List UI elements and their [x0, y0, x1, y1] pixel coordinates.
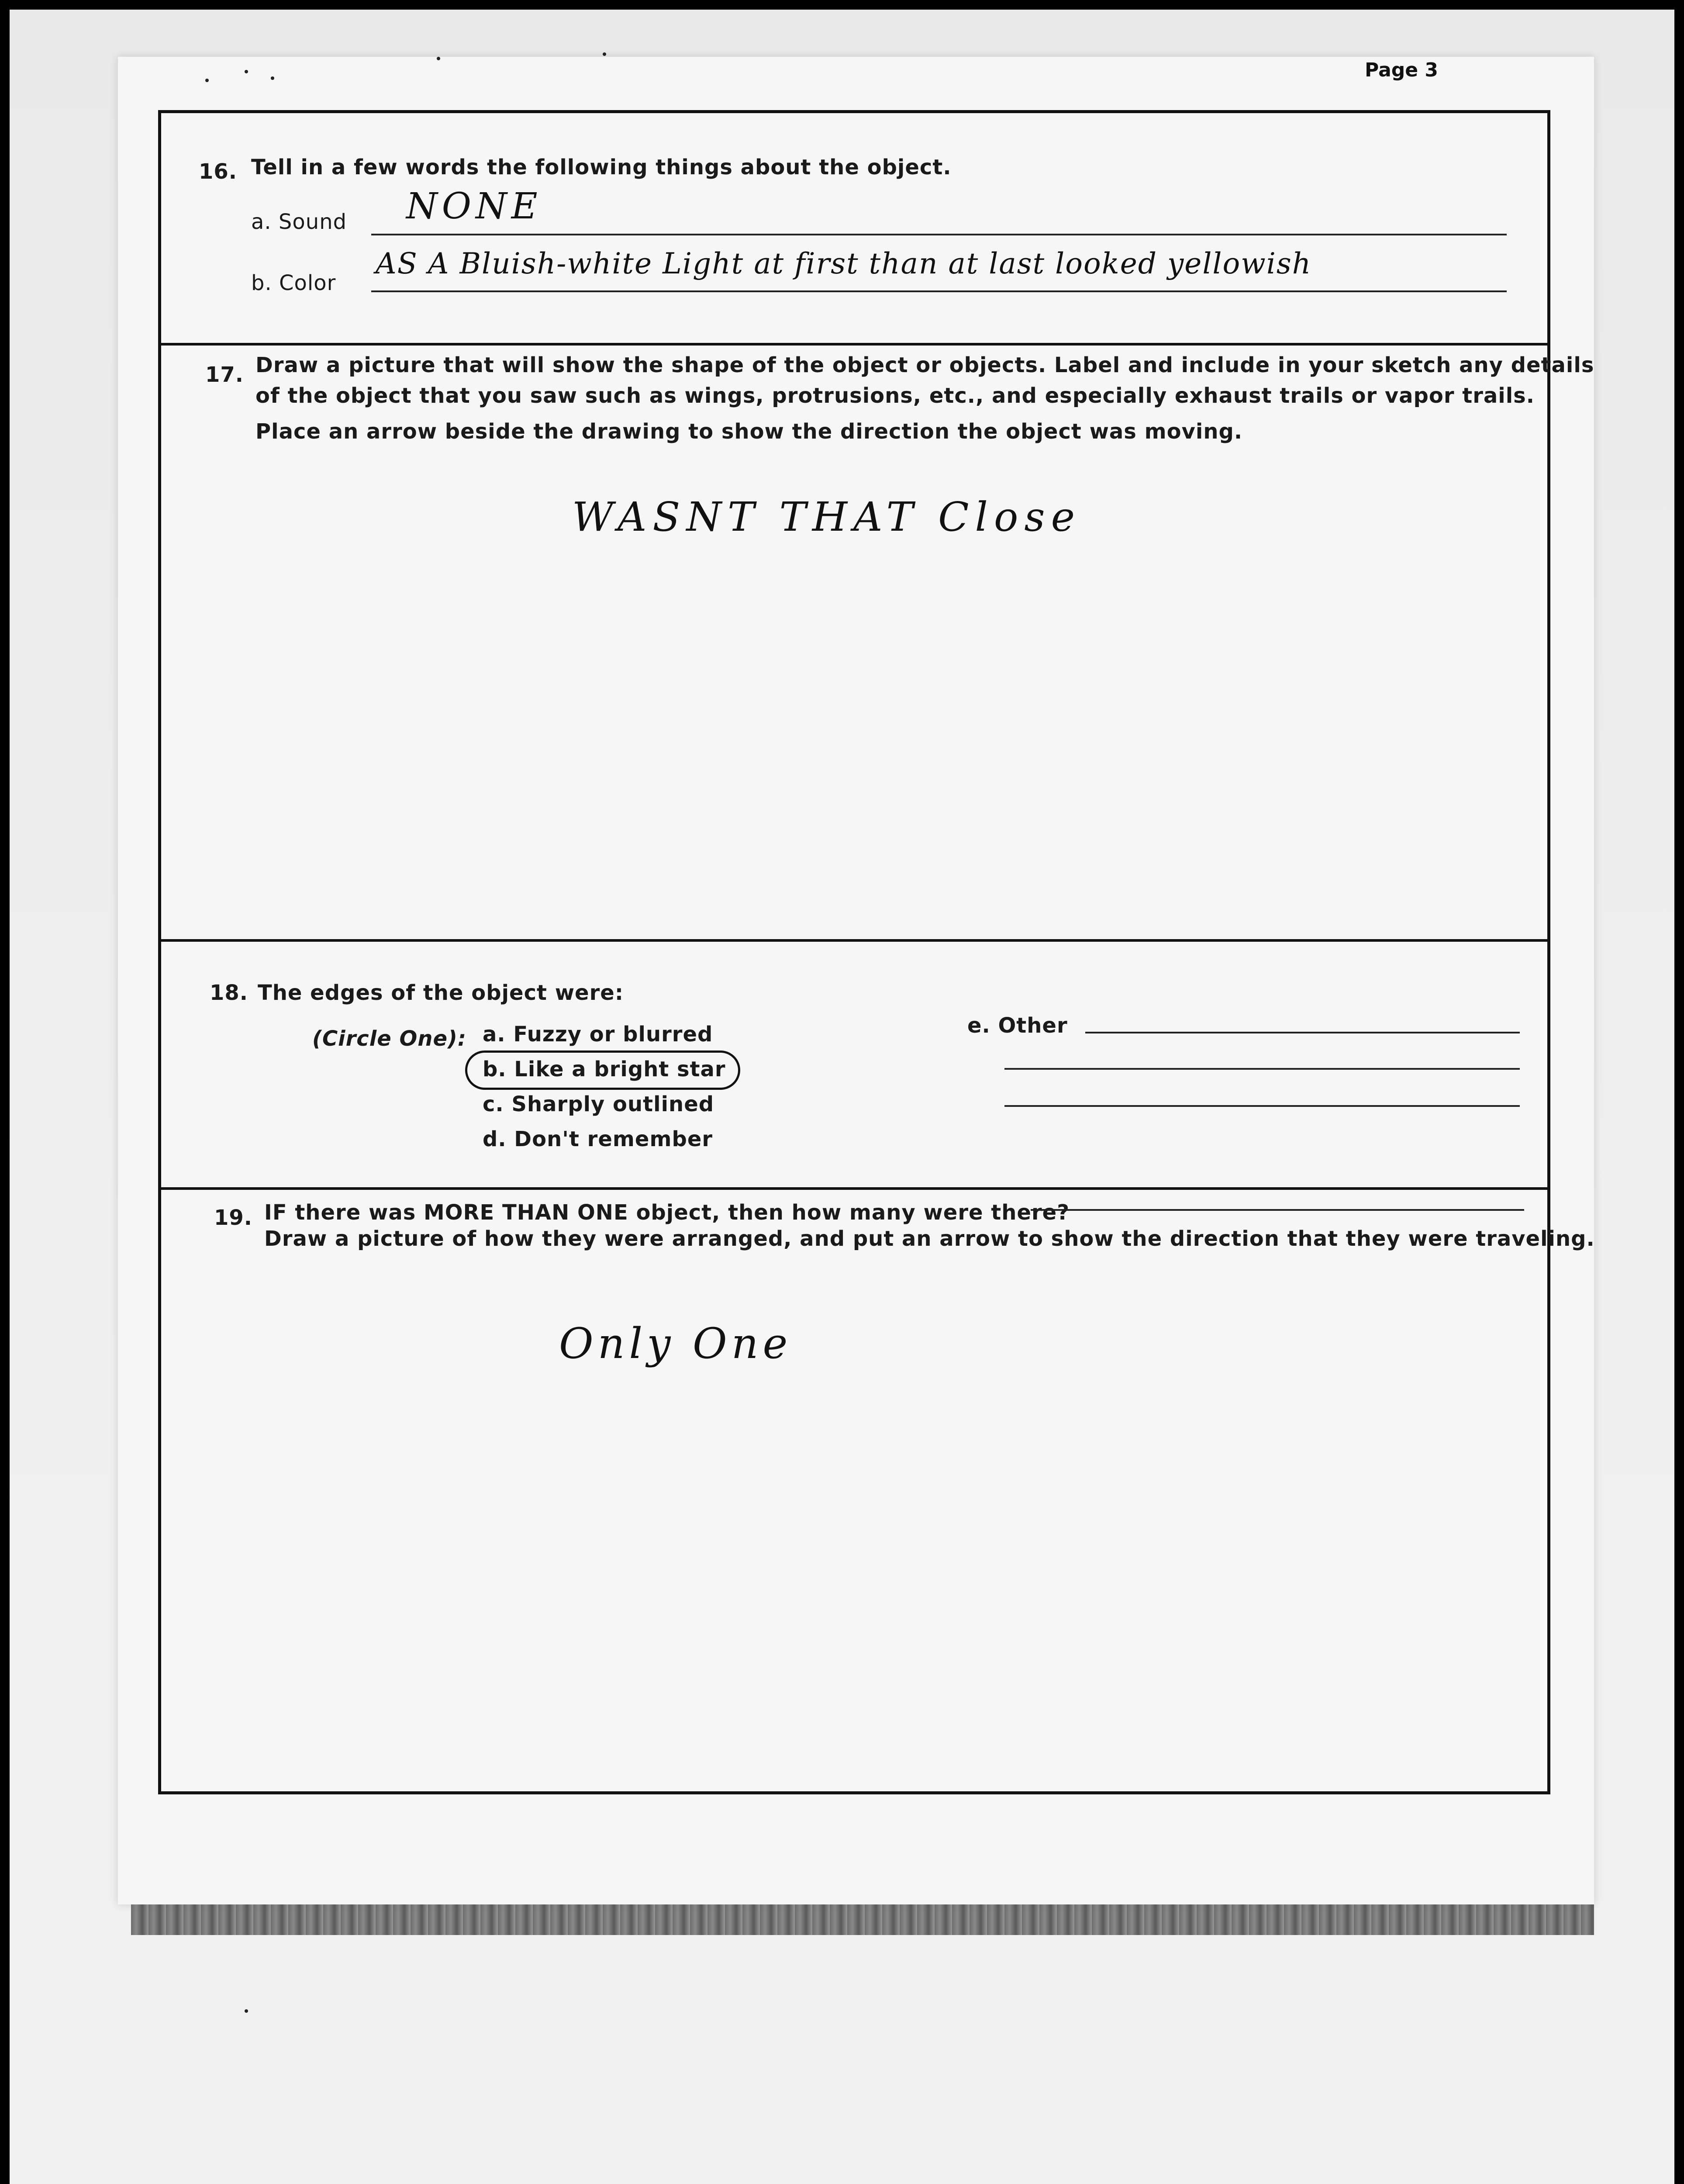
q18-prompt: The edges of the object were:: [258, 981, 624, 1005]
q18-option-d: d. Don't remember: [483, 1127, 713, 1151]
q18-other-line-1: [1085, 1032, 1520, 1033]
q16-color-line: [371, 290, 1507, 292]
q19-count-line: [1031, 1209, 1524, 1211]
speck: [245, 2009, 248, 2013]
q18-option-a: a. Fuzzy or blurred: [483, 1022, 713, 1047]
q18-selected-circle: [465, 1051, 740, 1090]
sheet-shadow-edge: [131, 1904, 1594, 1935]
q18-instruction: (Circle One):: [312, 1026, 467, 1051]
speck: [437, 57, 440, 60]
q16-sound-line: [371, 234, 1507, 235]
section-divider: [158, 1187, 1550, 1190]
q18-option-c: c. Sharply outlined: [483, 1092, 714, 1116]
q16-sound-answer: NONE: [406, 186, 542, 227]
speck: [245, 70, 248, 73]
q19-number: 19.: [214, 1206, 253, 1230]
q17-line-1: Draw a picture that will show the shape of the object or objects. Label and include in your sketch any details: [255, 353, 1594, 377]
q16-prompt: Tell in a few words the following things about the object.: [251, 155, 952, 180]
section-divider: [158, 939, 1550, 942]
q19-line-2: Draw a picture of how they were arranged, and put an arrow to show the direction that they were traveling.: [264, 1227, 1595, 1251]
q18-other-label: e. Other: [967, 1013, 1068, 1038]
speck: [271, 76, 274, 80]
q19-line-1: IF there was MORE THAN ONE object, then how many were there?: [264, 1200, 1070, 1225]
q16-color-answer: AS A Bluish-white Light at first than at last looked yellowish: [376, 247, 1312, 280]
page-number: Page 3: [1365, 59, 1439, 81]
q18-number: 18.: [210, 981, 248, 1005]
q18-option-b: b. Like a bright star: [483, 1057, 726, 1082]
section-divider: [158, 343, 1550, 346]
q18-other-line-3: [1004, 1105, 1520, 1107]
speck: [603, 52, 606, 56]
q17-answer: WASNT THAT Close: [572, 494, 1081, 540]
q17-number: 17.: [205, 363, 244, 387]
q17-line-3: Place an arrow beside the drawing to show the direction the object was moving.: [255, 419, 1243, 444]
q16-sound-label: a. Sound: [251, 210, 347, 234]
q18-other-line-2: [1004, 1068, 1520, 1070]
q17-line-2: of the object that you saw such as wings, protrusions, etc., and especially exhaust trails or vapor trails.: [255, 384, 1535, 408]
q16-number: 16.: [199, 159, 238, 184]
q16-color-label: b. Color: [251, 271, 336, 295]
speck: [205, 79, 209, 82]
q19-answer: Only One: [559, 1319, 792, 1368]
